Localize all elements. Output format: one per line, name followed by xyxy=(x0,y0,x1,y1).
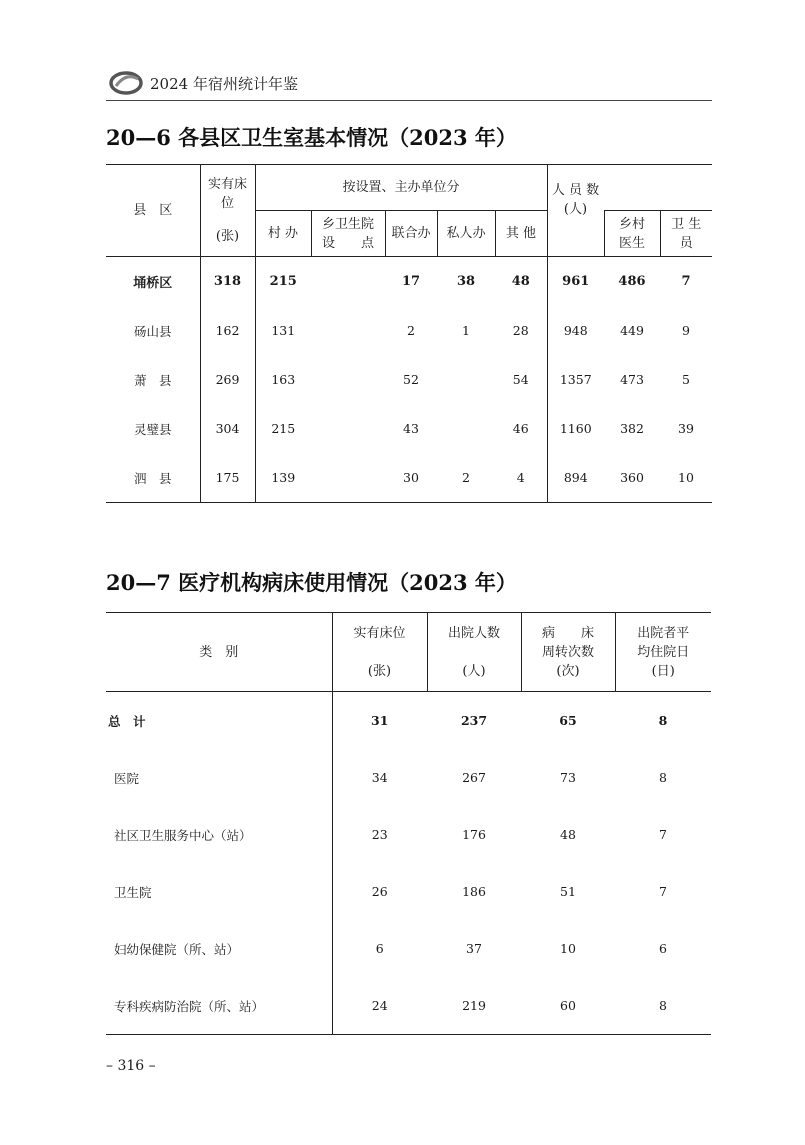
cell-other: 28 xyxy=(512,323,529,338)
cell-doctors: 473 xyxy=(620,372,644,387)
col-header-joint: 联合办 xyxy=(385,211,437,257)
cell-health: 5 xyxy=(682,372,690,387)
cell-village: 131 xyxy=(255,306,311,355)
cell-turnover: 60 xyxy=(560,998,576,1013)
cell-staff: 1160 xyxy=(547,404,604,453)
cell-county: 埇桥区 xyxy=(133,276,173,291)
cell-discharged: 219 xyxy=(462,998,486,1013)
col-header-discharged: 出院人数 (人) xyxy=(427,613,521,692)
cell-township xyxy=(311,355,385,404)
cell-township xyxy=(311,404,385,453)
cell-county: 砀山县 xyxy=(133,323,172,339)
cell-turnover: 10 xyxy=(560,941,576,956)
cell-village: 139 xyxy=(255,453,311,503)
col-header-staff-blank-2 xyxy=(660,165,712,211)
cell-category: 专科疾病防治院（所、站） xyxy=(114,998,265,1014)
cell-beds: 24 xyxy=(332,977,427,1035)
table-row xyxy=(106,404,712,453)
cell-category: 社区卫生服务中心（站） xyxy=(114,827,252,843)
cell-turnover: 65 xyxy=(559,713,577,728)
cell-beds: 6 xyxy=(332,920,427,977)
cell-township xyxy=(311,453,385,503)
cell-discharged: 237 xyxy=(460,713,488,728)
col-header-staff-blank xyxy=(604,165,660,211)
cell-county: 灵璧县 xyxy=(133,421,172,437)
cell-category: 妇幼保健院（所、站） xyxy=(114,941,240,957)
col-header-other: 其 他 xyxy=(495,211,547,257)
col-header-category: 类 别 xyxy=(106,613,332,692)
table-row xyxy=(106,806,711,863)
cell-discharged: 37 xyxy=(466,941,482,956)
cell-staff: 961 xyxy=(547,257,604,307)
cell-private xyxy=(437,404,495,453)
cell-discharged: 186 xyxy=(462,884,486,899)
cell-doctors: 382 xyxy=(620,421,644,436)
header-divider xyxy=(106,100,712,101)
cell-turnover: 73 xyxy=(560,770,576,785)
cell-health: 7 xyxy=(681,274,691,289)
table-row-total xyxy=(106,692,711,750)
col-header-beds: 实有床 位 (张) xyxy=(200,165,255,257)
cell-discharged: 176 xyxy=(462,827,486,842)
cell-beds: 26 xyxy=(332,863,427,920)
cell-county: 泗 县 xyxy=(133,470,172,486)
clinic-basic-table xyxy=(106,164,712,503)
cell-beds: 31 xyxy=(332,692,427,750)
cell-doctors: 360 xyxy=(620,470,644,485)
cell-private: 2 xyxy=(462,470,470,485)
cell-avg-stay: 6 xyxy=(659,941,667,956)
cell-other: 4 xyxy=(516,470,525,485)
table-row xyxy=(106,920,711,977)
col-header-turnover: 病 床 周转次数 (次) xyxy=(521,613,615,692)
cell-beds: 318 xyxy=(200,257,255,307)
col-header-doctors: 乡村 医生 xyxy=(604,211,660,257)
col-header-county: 县 区 xyxy=(106,165,200,257)
cell-beds: 175 xyxy=(200,453,255,503)
cell-category: 总 计 xyxy=(108,713,146,729)
cell-doctors: 486 xyxy=(618,274,646,289)
cell-joint: 17 xyxy=(401,274,421,289)
col-header-health-workers: 卫 生 员 xyxy=(660,211,712,257)
cell-doctors: 449 xyxy=(620,323,644,338)
cell-other: 48 xyxy=(511,274,530,289)
cell-county: 萧 县 xyxy=(133,372,172,388)
cell-village: 215 xyxy=(255,257,311,307)
cell-other: 54 xyxy=(512,372,529,387)
table-row xyxy=(106,749,711,806)
cell-staff: 1357 xyxy=(547,355,604,404)
cell-beds: 162 xyxy=(200,306,255,355)
cell-private xyxy=(437,355,495,404)
cell-avg-stay: 7 xyxy=(659,827,667,842)
yearbook-logo-icon xyxy=(108,70,144,96)
cell-avg-stay: 8 xyxy=(659,998,667,1013)
cell-joint: 2 xyxy=(407,323,415,338)
cell-other: 46 xyxy=(512,421,529,436)
cell-township xyxy=(311,257,385,307)
cell-joint: 52 xyxy=(403,372,419,387)
cell-avg-stay: 7 xyxy=(659,884,667,899)
table-row xyxy=(106,355,712,404)
col-header-staff: 人 员 数 (人) xyxy=(547,165,604,257)
cell-village: 215 xyxy=(255,404,311,453)
cell-staff: 894 xyxy=(547,453,604,503)
cell-staff: 948 xyxy=(547,306,604,355)
cell-health: 9 xyxy=(682,323,690,338)
col-header-village: 村 办 xyxy=(255,211,311,257)
cell-private: 38 xyxy=(456,274,476,289)
table-row xyxy=(106,453,712,503)
cell-category: 卫生院 xyxy=(114,884,152,900)
table-row xyxy=(106,306,712,355)
yearbook-title: 2024 年宿州统计年鉴 xyxy=(150,74,298,93)
table1-title: 20—6 各县区卫生室基本情况（2023 年） xyxy=(106,125,517,150)
cell-joint: 30 xyxy=(403,470,419,485)
col-header-private: 私人办 xyxy=(437,211,495,257)
cell-turnover: 51 xyxy=(560,884,576,899)
bed-usage-table xyxy=(106,612,711,1035)
cell-beds: 34 xyxy=(332,749,427,806)
page-number: – 316 – xyxy=(106,1058,156,1074)
cell-village: 163 xyxy=(255,355,311,404)
cell-joint: 43 xyxy=(403,421,419,436)
table-row xyxy=(106,257,712,307)
cell-beds: 23 xyxy=(332,806,427,863)
cell-health: 10 xyxy=(678,470,694,485)
cell-turnover: 48 xyxy=(560,827,576,842)
cell-health: 39 xyxy=(678,421,694,436)
cell-avg-stay: 8 xyxy=(658,713,668,728)
cell-private: 1 xyxy=(462,323,470,338)
table-row xyxy=(106,863,711,920)
cell-beds: 269 xyxy=(200,355,255,404)
cell-township xyxy=(311,306,385,355)
cell-beds: 304 xyxy=(200,404,255,453)
col-header-township: 乡卫生院 设 点 xyxy=(311,211,385,257)
table2-title: 20—7 医疗机构病床使用情况（2023 年） xyxy=(106,570,517,595)
col-header-by-setup: 按设置、主办单位分 xyxy=(255,165,547,211)
col-header-beds: 实有床位 (张) xyxy=(332,613,427,692)
cell-avg-stay: 8 xyxy=(659,770,667,785)
page-header xyxy=(108,68,298,98)
cell-category: 医院 xyxy=(114,770,140,786)
table-row xyxy=(106,977,711,1035)
cell-discharged: 267 xyxy=(462,770,486,785)
col-header-avg-stay: 出院者平 均住院日 (日) xyxy=(615,613,711,692)
